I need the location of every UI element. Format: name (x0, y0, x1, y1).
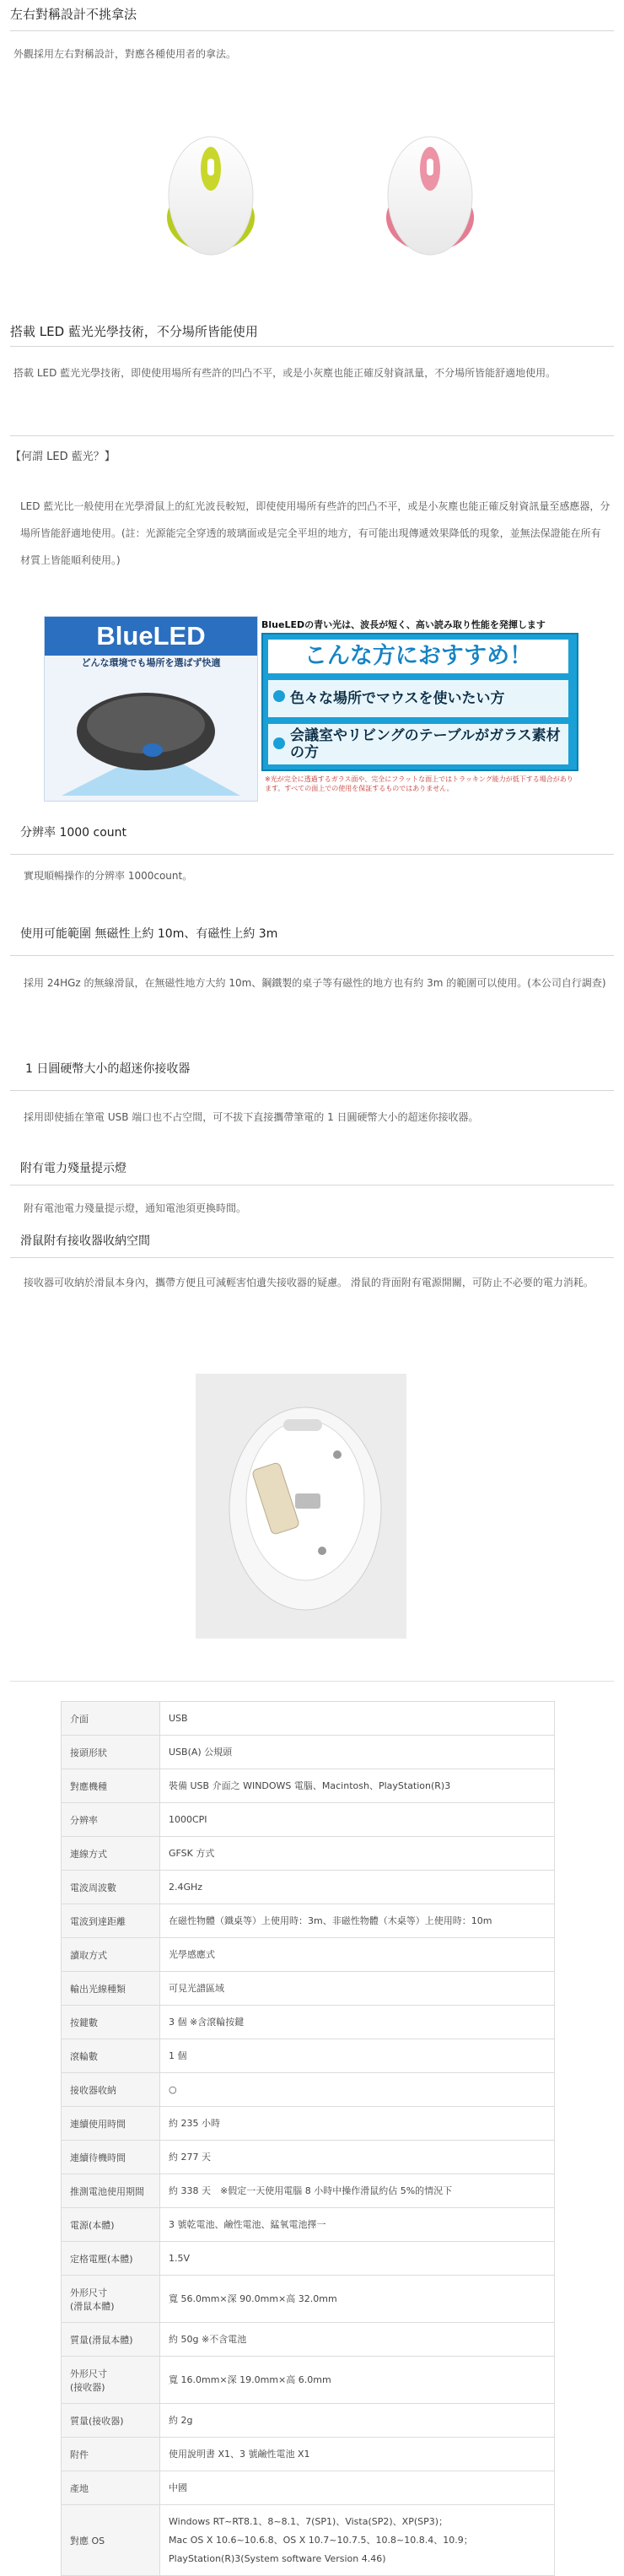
banner-note: ※光が完全に透過するガラス面や、完全にフラットな面上ではトラッキング能力が低下する場合があります。すべての面上での使用を保証するものではありません。 (265, 775, 573, 792)
spec-value: 約 277 天 (160, 2141, 555, 2174)
spec-value: 寬 16.0mm×深 19.0mm×高 6.0mm (160, 2357, 555, 2404)
mouse-underside-photo (196, 1374, 406, 1639)
divider (10, 1681, 614, 1682)
spec-key: 電波周波數 (62, 1871, 160, 1904)
divider (10, 346, 614, 347)
spec-value: ○ (160, 2073, 555, 2107)
spec-row (62, 2006, 555, 2039)
spec-key: 推測電池使用期間 (62, 2174, 160, 2208)
blueled-question: 【何謂 LED 藍光？】 (10, 451, 116, 463)
spec-value: 1000CPI (160, 1803, 555, 1837)
blueled-explain: LED 藍光比一般使用在光學滑鼠上的紅光波長較短，即使使用場所有些許的凹凸不平，或是小灰塵也能正確反射資訊量至感應器，分場所皆能舒適地使用。(註：光源能完全穿透的玻璃面或是完全平坦的地方，有可能出現傳遞效果降低的現象，並無法保證能在所有材質上皆能順利使用。) (20, 500, 611, 566)
spec-key: 對應 OS (62, 2505, 160, 2576)
spec-key: 對應機種 (62, 1769, 160, 1803)
spec-row (62, 2276, 555, 2323)
spec-row (62, 1769, 555, 1803)
mouse-underside-image (62, 672, 240, 796)
banner-left-panel (44, 616, 258, 802)
spec-key: 電波到達距離 (62, 1904, 160, 1938)
spec-row (62, 2107, 555, 2141)
spec-row (62, 1904, 555, 1938)
range-text: 採用 24HGz 的無線滑鼠，在無磁性地方大約 10m、鋼鐵製的桌子等有磁性的地方也有約 3m 的範圍可以使用。(本公司自行調查) (24, 977, 606, 989)
section-heading-battery: 附有電力殘量提示燈 (20, 1162, 126, 1175)
spec-row (62, 2073, 555, 2107)
spec-row (62, 1803, 555, 1837)
resolution-text: 實現順暢操作的分辨率 1000count。 (24, 870, 193, 882)
bullet-icon (273, 737, 285, 749)
blueled-logo: BlueLED (45, 617, 257, 656)
spec-row (62, 1938, 555, 1972)
spec-key: 接頭形狀 (62, 1736, 160, 1769)
spec-value: 在磁性物體（鐵桌等）上使用時：3m、非磁性物體（木桌等）上使用時：10m (160, 1904, 555, 1938)
spec-key: 連線方式 (62, 1837, 160, 1871)
banner-title: こんな方におすすめ！ (268, 640, 568, 673)
spec-value: 3 號乾電池、鹼性電池、錳氧電池擇一 (160, 2208, 555, 2242)
spec-value: USB(A) 公規頭 (160, 1736, 555, 1769)
green-mouse (167, 137, 255, 255)
design-text: 外觀採用左右對稱設計，對應各種使用者的拿法。 (13, 48, 237, 60)
spec-table (61, 1701, 555, 2576)
spec-key: 滾輪數 (62, 2039, 160, 2073)
spec-key: 質量(接收器) (62, 2404, 160, 2438)
banner-item (268, 680, 568, 717)
spec-key: 外形尺寸 (接收器) (62, 2357, 160, 2404)
spec-key: 接收器收納 (62, 2073, 160, 2107)
spec-row (62, 1736, 555, 1769)
spec-key: 輸出光線種類 (62, 1972, 160, 2006)
spec-key: 介面 (62, 1702, 160, 1736)
spec-value: GFSK 方式 (160, 1837, 555, 1871)
spec-row (62, 2323, 555, 2357)
spec-key: 按鍵數 (62, 2006, 160, 2039)
spec-row (62, 2505, 555, 2576)
spec-row (62, 2471, 555, 2505)
section-heading-range: 使用可能範圍 無磁性上約 10m、有磁性上約 3m (20, 927, 278, 941)
banner-item (268, 724, 568, 764)
section-heading-resolution: 分辨率 1000 count (20, 826, 127, 840)
storage-text: 接收器可收納於滑鼠本身內，攜帶方便且可減輕害怕遺失接收器的疑慮。 滑鼠的背面附有電源開關，可防止不必要的電力消耗。 (24, 1277, 594, 1288)
divider (10, 435, 614, 436)
spec-value: 光學感應式 (160, 1938, 555, 1972)
pink-mouse (386, 137, 474, 255)
banner-recommend-box (261, 633, 578, 771)
spec-key: 電源(本體) (62, 2208, 160, 2242)
spec-value: Windows RT~RT8.1、8~8.1、7(SP1)、Vista(SP2)、XP(SP3)； Mac OS X 10.6~10.6.8、OS X 10.7~10.7.5、10.8~10.8.4、10.9； PlayStation(R)3(System software Version 4.46) (160, 2505, 555, 2576)
section-heading-design: 左右對稱設計不挑拿法 (10, 7, 137, 22)
battery-text: 附有電池電力殘量提示燈，通知電池須更換時間。 (24, 1202, 247, 1214)
section-heading-storage: 滑鼠附有接收器收納空間 (20, 1234, 150, 1248)
spec-row (62, 1837, 555, 1871)
spec-value: 1.5V (160, 2242, 555, 2276)
blueled-logo-subtitle: どんな環境でも場所を選ばず快適 (81, 657, 221, 668)
mouse-colors-image (160, 118, 481, 262)
section-heading-blueled: 搭載 LED 藍光光學技術，不分場所皆能使用 (10, 324, 258, 339)
spec-key: 定格電壓(本體) (62, 2242, 160, 2276)
blueled-banner (42, 614, 578, 802)
receiver-text: 採用即使插在筆電 USB 端口也不占空間，可不拔下直接攜帶筆電的 1 日圓硬幣大小的超迷你接收器。 (24, 1111, 479, 1123)
divider (10, 1090, 614, 1091)
spec-row (62, 2141, 555, 2174)
divider (10, 30, 614, 31)
mouse-open-icon (196, 1374, 406, 1639)
divider (10, 1257, 614, 1258)
spec-row (62, 1702, 555, 1736)
spec-row (62, 2438, 555, 2471)
spec-value: 中國 (160, 2471, 555, 2505)
blueled-text: 搭載 LED 藍光光學技術，即使使用場所有些許的凹凸不平，或是小灰塵也能正確反射資訊量，不分場所皆能舒適地使用。 (13, 367, 557, 379)
banner-headline: BlueLEDの青い光は、波長が短く、高い読み取り性能を発揮します (261, 619, 546, 630)
spec-value: 約 338 天 ※假定一天使用電腦 8 小時中操作滑鼠約佔 5%的情況下 (160, 2174, 555, 2208)
section-heading-receiver: 1 日圓硬幣大小的超迷你接收器 (25, 1062, 191, 1076)
banner-right-panel (261, 614, 578, 802)
spec-row (62, 1871, 555, 1904)
spec-value: 使用說明書 X1、3 號鹼性電池 X1 (160, 2438, 555, 2471)
spec-key: 連續使用時間 (62, 2107, 160, 2141)
banner-item-text: 色々な場所でマウスを使いたい方 (290, 690, 505, 707)
spec-key: 連續待機時間 (62, 2141, 160, 2174)
bullet-icon (273, 690, 285, 702)
spec-value: USB (160, 1702, 555, 1736)
spec-value: 可見光譜區域 (160, 1972, 555, 2006)
spec-value: 裝備 USB 介面之 WINDOWS 電腦、Macintosh、PlayStation(R)3 (160, 1769, 555, 1803)
spec-value: 約 235 小時 (160, 2107, 555, 2141)
spec-value: 2.4GHz (160, 1871, 555, 1904)
spec-value: 3 個 ※含滾輪按鍵 (160, 2006, 555, 2039)
spec-row (62, 2357, 555, 2404)
divider (10, 955, 614, 956)
spec-key: 產地 (62, 2471, 160, 2505)
spec-value: 寬 56.0mm×深 90.0mm×高 32.0mm (160, 2276, 555, 2323)
spec-row (62, 2208, 555, 2242)
spec-key: 分辨率 (62, 1803, 160, 1837)
spec-value: 約 2g (160, 2404, 555, 2438)
spec-key: 質量(滑鼠本體) (62, 2323, 160, 2357)
divider (10, 854, 614, 855)
spec-row (62, 2039, 555, 2073)
spec-row (62, 2242, 555, 2276)
banner-item-text: 会議室やリビングのテーブルがガラス素材の方 (290, 727, 561, 761)
spec-value: 約 50g ※不含電池 (160, 2323, 555, 2357)
spec-key: 讀取方式 (62, 1938, 160, 1972)
spec-key: 附件 (62, 2438, 160, 2471)
spec-value: 1 個 (160, 2039, 555, 2073)
spec-row (62, 1972, 555, 2006)
spec-key: 外形尺寸 (滑鼠本體) (62, 2276, 160, 2323)
spec-row (62, 2174, 555, 2208)
spec-row (62, 2404, 555, 2438)
